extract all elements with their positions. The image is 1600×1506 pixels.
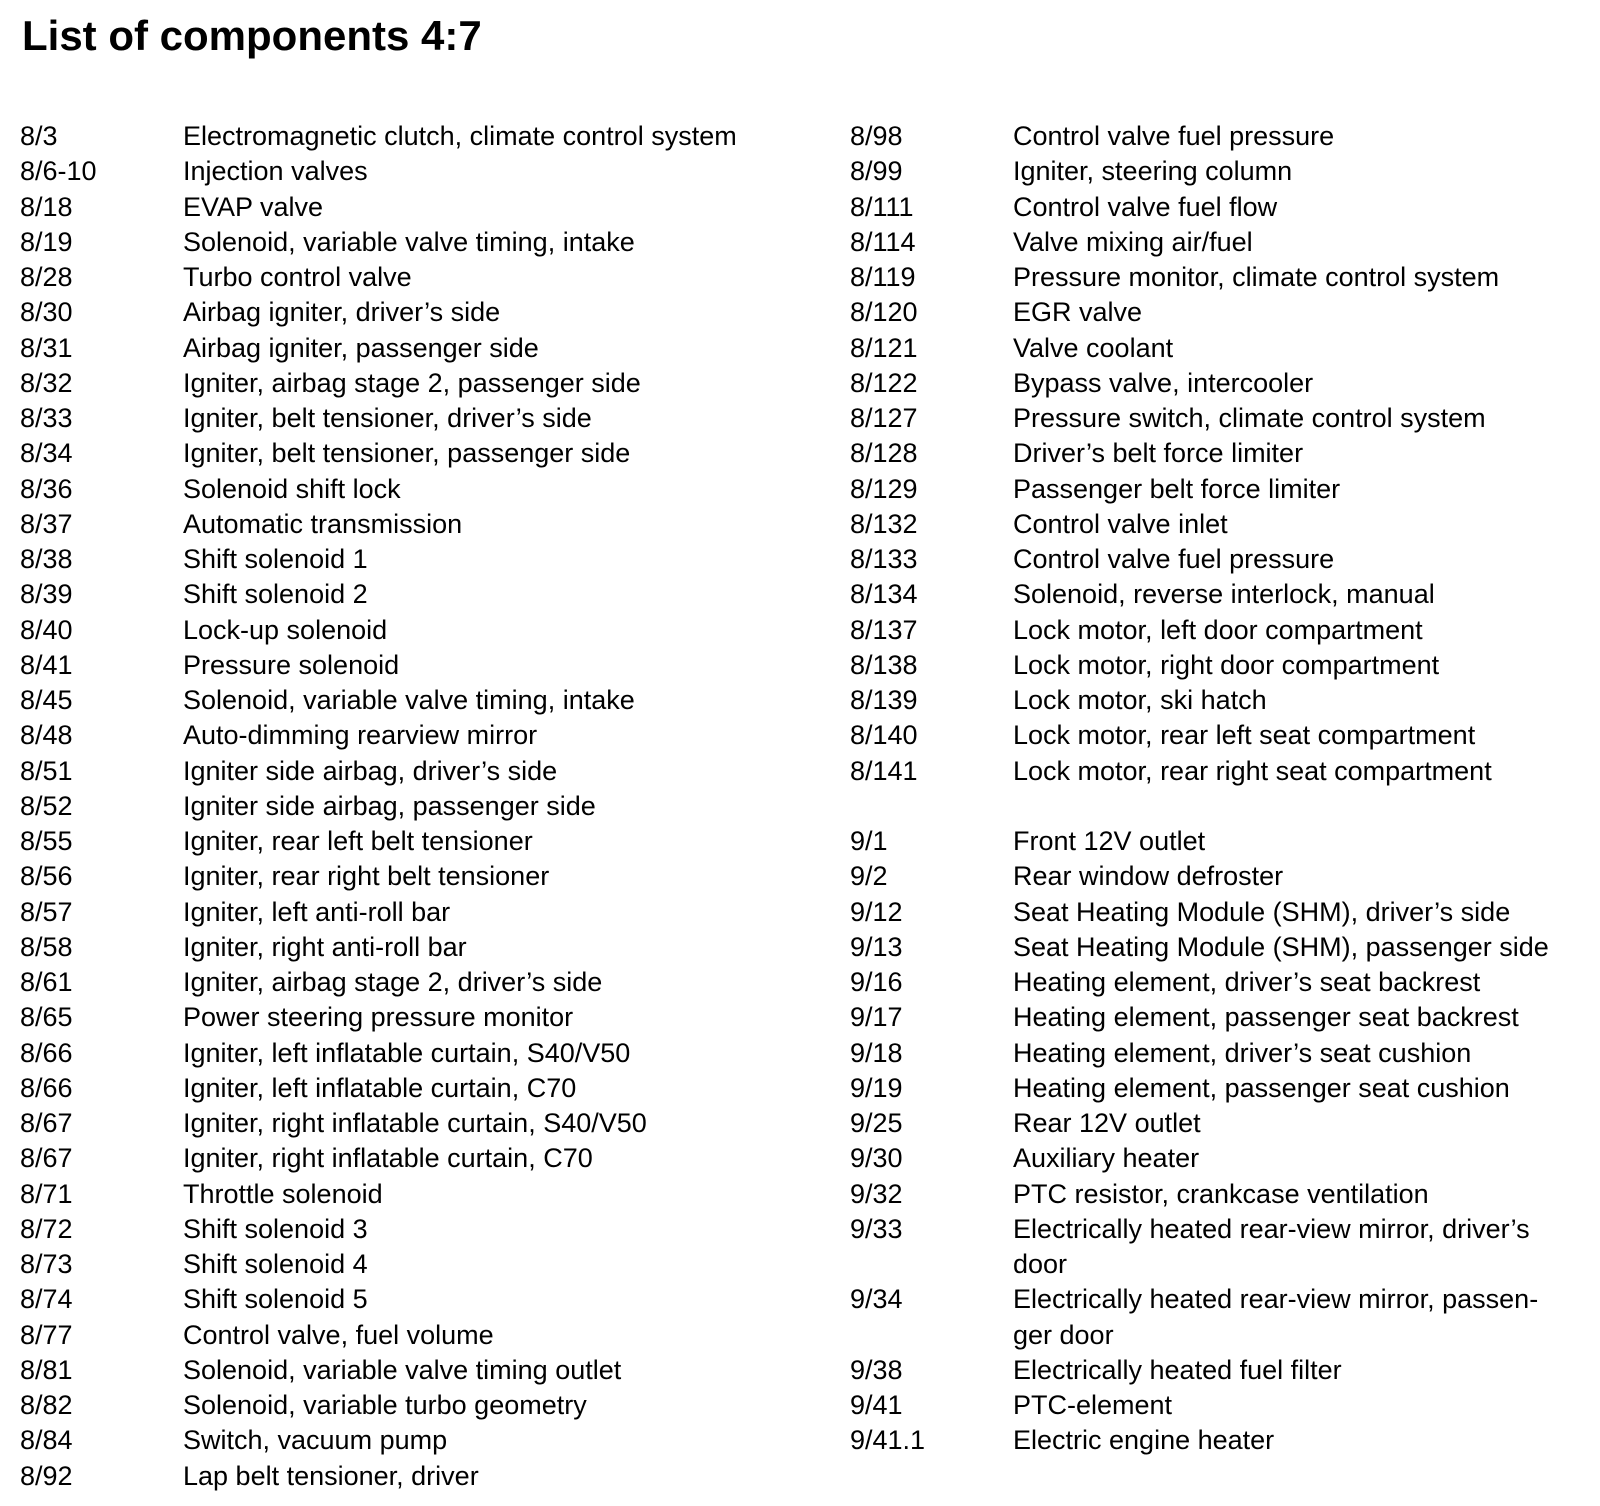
component-description: Igniter, rear left belt tensioner — [183, 826, 533, 856]
component-description: Passenger belt force limiter — [1013, 473, 1341, 504]
component-code: 8/121 — [850, 332, 918, 363]
component-row — [850, 366, 1590, 401]
component-code: 8/122 — [850, 367, 918, 398]
component-row — [20, 401, 800, 436]
component-row — [20, 1071, 800, 1106]
component-description: Electromagnetic clutch, climate control system — [183, 121, 737, 151]
component-description: Control valve inlet — [1013, 508, 1228, 539]
component-row — [20, 436, 800, 471]
component-code: 8/31 — [20, 332, 73, 363]
component-description: Seat Heating Module (SHM), passenger side — [1013, 931, 1549, 962]
component-row — [20, 1141, 800, 1176]
component-code: 8/120 — [850, 297, 918, 328]
component-row — [20, 154, 800, 189]
component-code: 8/40 — [20, 614, 73, 645]
component-row — [850, 648, 1590, 683]
component-code: 9/34 — [850, 1284, 903, 1315]
component-code: 8/141 — [850, 755, 918, 786]
component-row — [850, 154, 1590, 189]
component-description: Igniter side airbag, passenger side — [183, 790, 596, 821]
component-row — [850, 683, 1590, 718]
component-code: 8/134 — [850, 579, 918, 610]
component-row — [850, 613, 1590, 648]
component-row — [20, 1423, 800, 1458]
component-code: 8/61 — [20, 967, 73, 997]
component-description: PTC resistor, crankcase ventilation — [1013, 1178, 1429, 1209]
component-description: Shift solenoid 2 — [183, 579, 368, 610]
component-code: 8/99 — [850, 156, 903, 187]
component-row — [850, 1423, 1590, 1458]
component-row — [850, 1353, 1590, 1388]
component-description: Lock motor, left door compartment — [1013, 614, 1423, 645]
component-code: 8/72 — [20, 1213, 73, 1244]
component-description: Lap belt tensioner, driver — [183, 1460, 479, 1491]
component-description: Shift solenoid 4 — [183, 1249, 368, 1279]
component-code: 9/32 — [850, 1178, 903, 1209]
component-row — [850, 1000, 1590, 1035]
component-code: 8/132 — [850, 508, 918, 539]
component-description: Heating element, passenger seat cushion — [1013, 1072, 1510, 1103]
component-description: Igniter, left anti-roll bar — [183, 896, 451, 927]
component-row — [20, 1459, 800, 1494]
component-row — [20, 507, 800, 542]
component-code: 8/28 — [20, 262, 73, 292]
component-description: Rear 12V outlet — [1013, 1108, 1201, 1138]
component-row — [850, 1388, 1590, 1423]
component-code: 9/13 — [850, 931, 903, 962]
component-row — [850, 436, 1590, 471]
group-spacer — [850, 789, 1590, 824]
component-code: 8/139 — [850, 685, 918, 715]
component-code: 8/30 — [20, 297, 73, 328]
component-code: 8/114 — [850, 226, 916, 257]
component-row — [850, 1177, 1590, 1212]
component-description: EVAP valve — [183, 191, 324, 222]
component-row — [20, 1212, 800, 1247]
component-description: Solenoid, variable valve timing, intake — [183, 226, 635, 257]
component-code: 9/16 — [850, 967, 903, 997]
component-description: Switch, vacuum pump — [183, 1425, 448, 1456]
component-code: 8/137 — [850, 614, 918, 645]
component-description: Control valve fuel pressure — [1013, 544, 1335, 574]
component-description: Automatic transmission — [183, 508, 463, 539]
component-row — [850, 930, 1590, 965]
component-code: 8/138 — [850, 649, 918, 680]
component-description: Valve coolant — [1013, 332, 1174, 363]
component-description: Driver’s belt force limiter — [1013, 438, 1304, 469]
component-description: Auto-dimming rearview mirror — [183, 720, 538, 751]
component-code: 9/2 — [850, 861, 888, 892]
component-code: 8/45 — [20, 685, 73, 715]
component-code: 8/39 — [20, 579, 73, 610]
component-description: Igniter side airbag, driver’s side — [183, 755, 558, 786]
component-code: 8/84 — [20, 1425, 73, 1456]
component-row — [20, 366, 800, 401]
component-description: Solenoid, variable valve timing, intake — [183, 685, 635, 715]
component-row — [20, 613, 800, 648]
component-description: Electrically heated rear-view mirror, driver’s door — [1013, 1213, 1530, 1279]
component-code: 8/73 — [20, 1249, 73, 1279]
component-code: 8/129 — [850, 473, 918, 504]
component-description: Auxiliary heater — [1013, 1143, 1200, 1174]
component-description: Shift solenoid 3 — [183, 1213, 368, 1244]
component-row — [20, 119, 800, 154]
component-description: Pressure switch, climate control system — [1013, 403, 1486, 433]
component-row — [850, 260, 1590, 295]
component-row — [850, 718, 1590, 753]
component-row — [20, 577, 800, 612]
component-description: Front 12V outlet — [1013, 826, 1206, 856]
component-row — [20, 1282, 800, 1317]
component-description: Bypass valve, intercooler — [1013, 367, 1314, 398]
component-row — [20, 930, 800, 965]
component-row — [20, 824, 800, 859]
component-code: 9/38 — [850, 1354, 903, 1385]
component-code: 8/34 — [20, 438, 73, 469]
component-row — [20, 648, 800, 683]
component-description: Heating element, driver’s seat cushion — [1013, 1037, 1472, 1068]
component-row — [850, 754, 1590, 789]
component-row — [850, 401, 1590, 436]
component-code: 9/25 — [850, 1108, 903, 1138]
component-description: Rear window defroster — [1013, 861, 1284, 892]
component-code: 9/41 — [850, 1390, 903, 1420]
component-row — [20, 1247, 800, 1282]
component-description: Solenoid shift lock — [183, 473, 401, 504]
component-description: Airbag igniter, passenger side — [183, 332, 539, 363]
component-row — [20, 859, 800, 894]
component-code: 8/41 — [20, 649, 73, 680]
component-row — [850, 295, 1590, 330]
component-row — [850, 1212, 1590, 1283]
component-description: Igniter, left inflatable curtain, S40/V50 — [183, 1037, 631, 1068]
component-description: Power steering pressure monitor — [183, 1002, 574, 1033]
component-row — [850, 1036, 1590, 1071]
component-row — [850, 824, 1590, 859]
component-description: Lock-up solenoid — [183, 614, 388, 645]
component-description: Pressure solenoid — [183, 649, 400, 680]
component-description: Throttle solenoid — [183, 1178, 383, 1209]
component-description: Heating element, driver’s seat backrest — [1013, 967, 1481, 997]
component-row — [20, 1000, 800, 1035]
component-description: Heating element, passenger seat backrest — [1013, 1002, 1519, 1033]
component-description: Seat Heating Module (SHM), driver’s side — [1013, 896, 1511, 927]
component-code: 8/128 — [850, 438, 918, 469]
component-row — [850, 1071, 1590, 1106]
component-code: 8/55 — [20, 826, 73, 856]
components-list-right — [850, 119, 1590, 1459]
component-description: Igniter, belt tensioner, driver’s side — [183, 403, 592, 433]
component-code: 8/56 — [20, 861, 73, 892]
component-code: 8/52 — [20, 790, 73, 821]
component-code: 8/119 — [850, 262, 916, 292]
component-code: 8/38 — [20, 544, 73, 574]
component-code: 8/111 — [850, 191, 914, 222]
component-description: PTC-element — [1013, 1390, 1173, 1420]
component-row — [850, 472, 1590, 507]
component-row — [20, 295, 800, 330]
component-description: Igniter, airbag stage 2, passenger side — [183, 367, 641, 398]
component-code: 8/19 — [20, 226, 73, 257]
component-description: Igniter, right anti-roll bar — [183, 931, 467, 962]
component-row — [20, 789, 800, 824]
component-code: 9/1 — [850, 826, 888, 856]
component-description: Pressure monitor, climate control system — [1013, 262, 1500, 292]
component-code: 8/66 — [20, 1037, 73, 1068]
component-description: Igniter, airbag stage 2, driver’s side — [183, 967, 603, 997]
component-row — [850, 507, 1590, 542]
component-code: 8/57 — [20, 896, 73, 927]
component-code: 8/81 — [20, 1354, 73, 1385]
component-row — [20, 718, 800, 753]
component-description: Igniter, belt tensioner, passenger side — [183, 438, 631, 469]
component-row — [20, 683, 800, 718]
component-row — [850, 331, 1590, 366]
component-code: 8/18 — [20, 191, 73, 222]
component-description: Electric engine heater — [1013, 1425, 1275, 1456]
component-code: 8/98 — [850, 121, 903, 151]
component-description: Lock motor, right door compartment — [1013, 649, 1440, 680]
component-row — [20, 895, 800, 930]
component-code: 8/140 — [850, 720, 918, 751]
component-row — [20, 190, 800, 225]
component-code: 9/19 — [850, 1072, 903, 1103]
component-description: Lock motor, ski hatch — [1013, 685, 1267, 715]
component-code: 8/65 — [20, 1002, 73, 1033]
component-description: Solenoid, reverse interlock, manual — [1013, 579, 1435, 610]
component-row — [20, 542, 800, 577]
component-code: 8/92 — [20, 1460, 73, 1491]
component-row — [850, 1106, 1590, 1141]
component-code: 8/51 — [20, 755, 73, 786]
component-code: 8/74 — [20, 1284, 73, 1315]
component-code: 8/67 — [20, 1108, 73, 1138]
component-row — [850, 1141, 1590, 1176]
component-description: Igniter, rear right belt tensioner — [183, 861, 550, 892]
component-description: Turbo control valve — [183, 262, 412, 292]
component-row — [850, 190, 1590, 225]
component-code: 8/77 — [20, 1319, 73, 1350]
component-description: Control valve fuel pressure — [1013, 121, 1335, 151]
component-code: 8/37 — [20, 508, 73, 539]
component-description: Igniter, left inflatable curtain, C70 — [183, 1072, 577, 1103]
component-description: Lock motor, rear left seat compartment — [1013, 720, 1476, 751]
component-row — [20, 1353, 800, 1388]
component-row — [20, 260, 800, 295]
component-description: Igniter, steering column — [1013, 156, 1293, 187]
component-row — [20, 965, 800, 1000]
component-row — [20, 1106, 800, 1141]
component-code: 8/67 — [20, 1143, 73, 1174]
component-description: Electrically heated fuel filter — [1013, 1354, 1342, 1385]
component-row — [850, 119, 1590, 154]
component-code: 8/3 — [20, 121, 58, 151]
component-description: Igniter, right inflatable curtain, S40/V50 — [183, 1108, 647, 1138]
component-code: 8/36 — [20, 473, 73, 504]
component-description: Shift solenoid 1 — [183, 544, 368, 574]
component-description: Injection valves — [183, 156, 368, 187]
component-description: EGR valve — [1013, 297, 1143, 328]
component-row — [20, 472, 800, 507]
component-code: 8/71 — [20, 1178, 73, 1209]
component-code: 9/30 — [850, 1143, 903, 1174]
component-row — [20, 1318, 800, 1353]
component-code: 8/82 — [20, 1390, 73, 1420]
component-description: Lock motor, rear right seat compartment — [1013, 755, 1492, 786]
component-description: Solenoid, variable turbo geometry — [183, 1390, 587, 1420]
component-description: Igniter, right inflatable curtain, C70 — [183, 1143, 593, 1174]
component-code: 8/58 — [20, 931, 73, 962]
component-code: 9/18 — [850, 1037, 903, 1068]
component-description: Control valve fuel flow — [1013, 191, 1278, 222]
component-row — [850, 225, 1590, 260]
component-code: 8/133 — [850, 544, 918, 574]
component-code: 8/6-10 — [20, 156, 97, 187]
component-row — [20, 754, 800, 789]
component-row — [20, 1036, 800, 1071]
component-description: Electrically heated rear-view mirror, passen-ger door — [1013, 1284, 1539, 1350]
component-description: Control valve, fuel volume — [183, 1319, 494, 1350]
component-code: 9/12 — [850, 896, 903, 927]
component-code: 8/33 — [20, 403, 73, 433]
page-title: List of components 4:7 — [22, 12, 482, 59]
component-description: Airbag igniter, driver’s side — [183, 297, 501, 328]
component-description: Valve mixing air/fuel — [1013, 226, 1253, 257]
component-code: 9/17 — [850, 1002, 903, 1033]
component-code: 9/41.1 — [850, 1425, 926, 1456]
component-row — [20, 225, 800, 260]
component-row — [850, 1282, 1590, 1353]
component-row — [20, 1388, 800, 1423]
component-description: Solenoid, variable valve timing outlet — [183, 1354, 622, 1385]
component-row — [20, 1177, 800, 1212]
component-code: 9/33 — [850, 1213, 903, 1244]
component-description: Shift solenoid 5 — [183, 1284, 368, 1315]
component-row — [850, 577, 1590, 612]
component-row — [850, 965, 1590, 1000]
components-list-left — [20, 119, 800, 1494]
component-row — [20, 331, 800, 366]
component-code: 8/32 — [20, 367, 73, 398]
component-row — [850, 542, 1590, 577]
component-code: 8/48 — [20, 720, 73, 751]
component-code: 8/127 — [850, 403, 918, 433]
component-row — [850, 895, 1590, 930]
component-code: 8/66 — [20, 1072, 73, 1103]
component-row — [850, 859, 1590, 894]
